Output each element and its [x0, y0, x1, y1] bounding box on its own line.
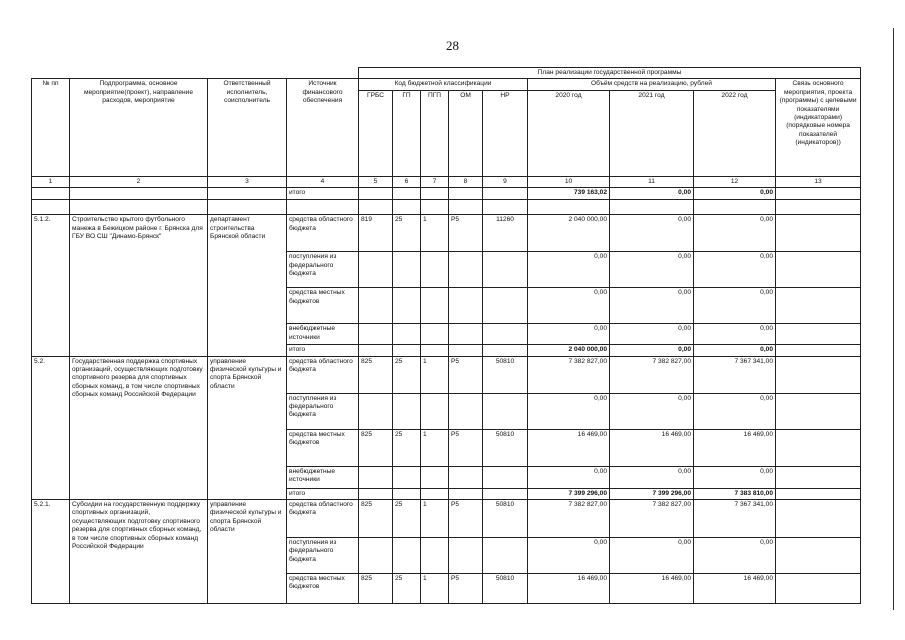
code-gp: 25	[393, 574, 421, 604]
funding-source: средства областного бюджета	[287, 215, 359, 252]
amount-2022: 0,00	[694, 252, 776, 288]
code-pgp: 1	[421, 500, 449, 538]
header-nr: НР	[483, 90, 528, 176]
total-2022: 0,00	[694, 188, 776, 200]
code-gp	[393, 466, 421, 488]
amount-2022: 16 469,00	[694, 429, 776, 466]
empty-cell	[393, 200, 421, 215]
responsible-executor: департамент строительства Брянской области	[208, 215, 287, 356]
amount-2021: 16 469,00	[610, 429, 694, 466]
indicator-link	[776, 538, 861, 574]
header-amount-group: Объём средств на реализацию, рублей	[528, 79, 776, 90]
code-nr: 11260	[483, 215, 528, 252]
code-gp	[393, 252, 421, 288]
funding-source: средства областного бюджета	[287, 356, 359, 393]
col-number: 8	[449, 176, 483, 187]
col-number: 1	[32, 176, 70, 187]
code-gp: 25	[393, 429, 421, 466]
empty-cell	[70, 200, 208, 215]
code-pgp	[421, 324, 449, 345]
code-pgp: 1	[421, 215, 449, 252]
empty-cell	[208, 200, 287, 215]
code-om	[449, 393, 483, 429]
row-number: 5.1.2.	[32, 215, 70, 356]
amount-2022: 0,00	[694, 466, 776, 488]
col-number: 6	[393, 176, 421, 187]
code-nr	[483, 324, 528, 345]
code-grbs	[359, 393, 393, 429]
code-nr: 50810	[483, 429, 528, 466]
empty-cell	[776, 200, 861, 215]
code-grbs: 825	[359, 500, 393, 538]
indicator-link	[776, 324, 861, 345]
indicator-link	[776, 500, 861, 538]
empty-cell	[393, 345, 421, 356]
amount-2022: 0,00	[694, 538, 776, 574]
empty-cell	[610, 200, 694, 215]
funding-source: внебюджетные источники	[287, 466, 359, 488]
row-number: 5.2.1.	[32, 500, 70, 604]
funding-source: внебюджетные источники	[287, 324, 359, 345]
page-number: 28	[446, 38, 459, 53]
code-pgp	[421, 538, 449, 574]
empty-cell	[421, 488, 449, 499]
col-number: 5	[359, 176, 393, 187]
empty-cell	[421, 345, 449, 356]
amount-2021: 0,00	[610, 288, 694, 324]
code-gp: 25	[393, 500, 421, 538]
plan-header: План реализации государственной программы	[359, 68, 861, 79]
indicator-link	[776, 215, 861, 252]
code-om: Р5	[449, 429, 483, 466]
table-row	[32, 500, 861, 538]
amount-2021: 0,00	[610, 215, 694, 252]
header-code-group: Код бюджетной классификации	[359, 79, 528, 90]
amount-2021: 16 469,00	[610, 574, 694, 604]
code-grbs: 825	[359, 574, 393, 604]
empty-cell	[359, 345, 393, 356]
empty-cell	[528, 200, 610, 215]
header-exec: Ответственный исполнитель, соисполнитель	[208, 79, 287, 176]
amount-2020: 0,00	[528, 324, 610, 345]
total-2021: 0,00	[610, 188, 694, 200]
code-pgp	[421, 466, 449, 488]
code-pgp	[421, 393, 449, 429]
code-om	[449, 538, 483, 574]
code-gp	[393, 393, 421, 429]
funding-source: поступления из федерального бюджета	[287, 393, 359, 429]
header-2021: 2021 год	[610, 90, 694, 176]
empty-cell	[359, 488, 393, 499]
code-grbs	[359, 252, 393, 288]
empty-cell	[483, 345, 528, 356]
code-nr	[483, 538, 528, 574]
code-nr	[483, 466, 528, 488]
code-pgp	[421, 252, 449, 288]
funding-source: поступления из федерального бюджета	[287, 538, 359, 574]
funding-source: средства местных бюджетов	[287, 574, 359, 604]
header-gp: ГП	[393, 90, 421, 176]
amount-2020: 7 382 827,00	[528, 356, 610, 393]
code-grbs: 825	[359, 356, 393, 393]
total-label: итого	[287, 488, 359, 499]
code-gp	[393, 324, 421, 345]
amount-2020: 0,00	[528, 393, 610, 429]
amount-2020: 0,00	[528, 288, 610, 324]
col-number: 7	[421, 176, 449, 187]
empty-cell	[483, 200, 528, 215]
code-nr	[483, 288, 528, 324]
total-2021: 0,00	[610, 345, 694, 356]
indicator-link	[776, 252, 861, 288]
amount-2021: 7 382 827,00	[610, 356, 694, 393]
code-gp: 25	[393, 356, 421, 393]
empty-cell	[421, 200, 449, 215]
col-number: 3	[208, 176, 287, 187]
header-2020: 2020 год	[528, 90, 610, 176]
funding-source: средства местных бюджетов	[287, 429, 359, 466]
header-row-plan	[32, 68, 861, 79]
col-number: 4	[287, 176, 359, 187]
col-number: 13	[776, 176, 861, 187]
code-om: Р5	[449, 500, 483, 538]
code-nr	[483, 393, 528, 429]
code-om	[449, 288, 483, 324]
table-row	[32, 356, 861, 393]
amount-2022: 0,00	[694, 288, 776, 324]
code-grbs: 819	[359, 215, 393, 252]
total-2022: 7 383 810,00	[694, 488, 776, 499]
total-2020: 7 399 296,00	[528, 488, 610, 499]
amount-2021: 0,00	[610, 252, 694, 288]
empty-cell	[694, 200, 776, 215]
header-pgp: ПГП	[421, 90, 449, 176]
amount-2022: 7 367 341,00	[694, 356, 776, 393]
amount-2020: 2 040 000,00	[528, 215, 610, 252]
indicator-link	[776, 345, 861, 356]
col-number: 12	[694, 176, 776, 187]
header-num: № пп	[32, 79, 70, 176]
empty-cell	[449, 488, 483, 499]
spacer-row	[32, 200, 861, 215]
amount-2020: 0,00	[528, 466, 610, 488]
header-name: Подпрограмма, основное мероприятие(проект), направление расходов, мероприятие	[70, 79, 208, 176]
amount-2020: 0,00	[528, 538, 610, 574]
code-pgp: 1	[421, 356, 449, 393]
amount-2020: 0,00	[528, 252, 610, 288]
amount-2022: 0,00	[694, 215, 776, 252]
empty-cell	[393, 488, 421, 499]
indicator-link	[776, 288, 861, 324]
empty-cell	[483, 488, 528, 499]
code-nr: 50810	[483, 574, 528, 604]
indicator-link	[776, 356, 861, 393]
code-grbs	[359, 288, 393, 324]
code-nr: 50810	[483, 500, 528, 538]
amount-2021: 0,00	[610, 538, 694, 574]
amount-2022: 7 367 341,00	[694, 500, 776, 538]
empty-cell	[32, 200, 70, 215]
responsible-executor: управление физической культуры и спорта Брянской области	[208, 500, 287, 604]
code-gp: 25	[393, 215, 421, 252]
total-2022: 0,00	[694, 345, 776, 356]
code-gp	[393, 288, 421, 324]
amount-2021: 7 382 827,00	[610, 500, 694, 538]
code-om: Р5	[449, 215, 483, 252]
code-om: Р5	[449, 574, 483, 604]
code-grbs	[359, 466, 393, 488]
indicator-link	[776, 393, 861, 429]
responsible-executor: управление физической культуры и спорта Брянской области	[208, 356, 287, 499]
indicator-link	[776, 488, 861, 499]
row-number: 5.2.	[32, 356, 70, 499]
total-2021: 7 399 296,00	[610, 488, 694, 499]
column-numbers-row	[32, 176, 861, 187]
code-gp	[393, 538, 421, 574]
amount-2020: 7 382 827,00	[528, 500, 610, 538]
code-pgp	[421, 288, 449, 324]
header-2022: 2022 год	[694, 90, 776, 176]
activity-name: Строительство крытого футбольного манежа в Бежицком районе г. Брянска для ГБУ ВО СШ "Динамо-Брянск"	[70, 215, 208, 356]
code-nr: 50810	[483, 356, 528, 393]
amount-2021: 0,00	[610, 393, 694, 429]
total-2020: 739 163,02	[528, 188, 610, 200]
code-grbs	[359, 538, 393, 574]
code-om: Р5	[449, 356, 483, 393]
empty-cell	[287, 200, 359, 215]
empty-cell	[449, 200, 483, 215]
col-number: 10	[528, 176, 610, 187]
code-grbs	[359, 324, 393, 345]
indicator-link	[776, 574, 861, 604]
code-pgp: 1	[421, 429, 449, 466]
amount-2021: 0,00	[610, 466, 694, 488]
funding-source: поступления из федерального бюджета	[287, 252, 359, 288]
header-row-main	[32, 79, 861, 90]
empty-cell	[449, 345, 483, 356]
amount-2022: 0,00	[694, 324, 776, 345]
indicator-link	[776, 466, 861, 488]
amount-2021: 0,00	[610, 324, 694, 345]
code-om	[449, 324, 483, 345]
page-edge-line	[893, 28, 894, 610]
header-om: ОМ	[449, 90, 483, 176]
funding-source: средства областного бюджета	[287, 500, 359, 538]
col-number: 11	[610, 176, 694, 187]
amount-2020: 16 469,00	[528, 429, 610, 466]
activity-name: Субсидии на государственную поддержку спортивных организаций, осуществляющих подготовку спортивного резерва для спортивных сборных команд, в том числе спортивных сборных команд Российской Федерации	[70, 500, 208, 604]
header-source: Источник финансового обеспечения	[287, 79, 359, 176]
amount-2022: 0,00	[694, 393, 776, 429]
col-number: 9	[483, 176, 528, 187]
activity-name: Государственная поддержка спортивных организаций, осуществляющих подготовку спортивного резерва для спортивных сборных команд, в том числе спортивных сборных команд Российской Федерации	[70, 356, 208, 499]
amount-2022: 16 469,00	[694, 574, 776, 604]
indicator-link	[776, 429, 861, 466]
code-nr	[483, 252, 528, 288]
code-om	[449, 252, 483, 288]
plan-table	[31, 67, 861, 604]
total-label: итого	[287, 188, 359, 200]
code-grbs: 825	[359, 429, 393, 466]
empty-cell	[359, 200, 393, 215]
top-total-row	[32, 188, 861, 200]
header-link: Связь основного мероприятия, проекта (программы) с целевыми показателями (индикаторами) (порядковые номера показателей (индикаторов))	[776, 79, 861, 176]
header-grbs: ГРБС	[359, 90, 393, 176]
col-number: 2	[70, 176, 208, 187]
funding-source: средства местных бюджетов	[287, 288, 359, 324]
total-2020: 2 040 000,00	[528, 345, 610, 356]
table-row	[32, 215, 861, 252]
code-pgp: 1	[421, 574, 449, 604]
total-label: итого	[287, 345, 359, 356]
code-om	[449, 466, 483, 488]
amount-2020: 16 469,00	[528, 574, 610, 604]
